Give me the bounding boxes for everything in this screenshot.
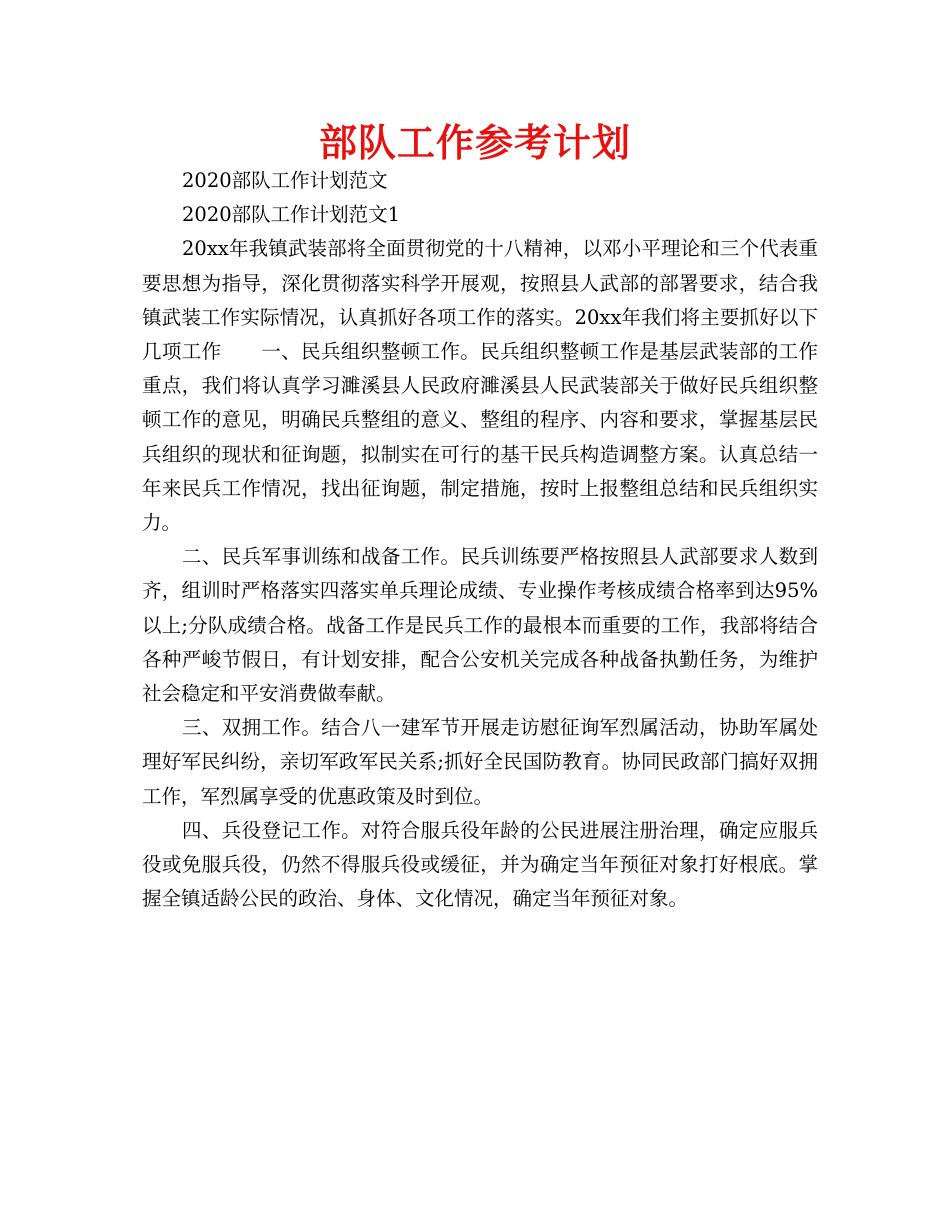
paragraph-subtitle-1: 2020部队工作计划范文1 (182, 203, 401, 227)
paragraph-intro: 20xx年我镇武装部将全面贯彻党的十八精神，以邓小平理论和三个代表重要思想为指导，深化贯彻落实科学开展观，按照县人武部的部署要求，结合我镇武装工作实际情况，认真抓好各项工作的落实。20xx年我们将主要抓好以下几项工作 一、民兵组织整顿工作。民兵组织整顿工作是基层武装部的工作重点，我们将认真学习濉溪县人民政府濉溪县人民武装部关于做好民兵组织整顿工作的意见，明确民兵整组的意义、整组的程序、内容和要求，掌握基层民兵组织的现状和征询题，拟制实在可行的基干民兵构造调整方案。认真总结一年来民兵工作情况，找出征询题，制定措施，按时上报整组总结和民兵组织实力。 (142, 237, 818, 535)
document-title: 部队工作参考计划 (318, 121, 631, 165)
document-body (142, 164, 818, 916)
paragraph-section-3: 三、双拥工作。结合八一建军节开展走访慰征询军烈属活动，协助军属处理好军民纠纷，亲切军政军民关系;抓好全民国防教育。协同民政部门搞好双拥工作，军烈属享受的优惠政策及时到位。 (142, 716, 818, 808)
paragraph-section-2: 二、民兵军事训练和战备工作。民兵训练要严格按照县人武部要求人数到齐，组训时严格落实四落实单兵理论成绩、专业操作考核成绩合格率到达95%以上;分队成绩合格。战备工作是民兵工作的最根本而重要的工作，我部将结合各种严峻节假日，有计划安排，配合公安机关完成各种战备执勤任务，为维护社会稳定和平安消费做奉献。 (142, 545, 818, 706)
paragraph-subtitle: 2020部队工作计划范文 (182, 169, 388, 192)
paragraph-section-4: 四、兵役登记工作。对符合服兵役年龄的公民进展注册治理，确定应服兵役或免服兵役，仍然不得服兵役或缓征，并为确定当年预征对象打好根底。掌握全镇适龄公民的政治、身体、文化情况，确定当年预征对象。 (142, 818, 818, 911)
